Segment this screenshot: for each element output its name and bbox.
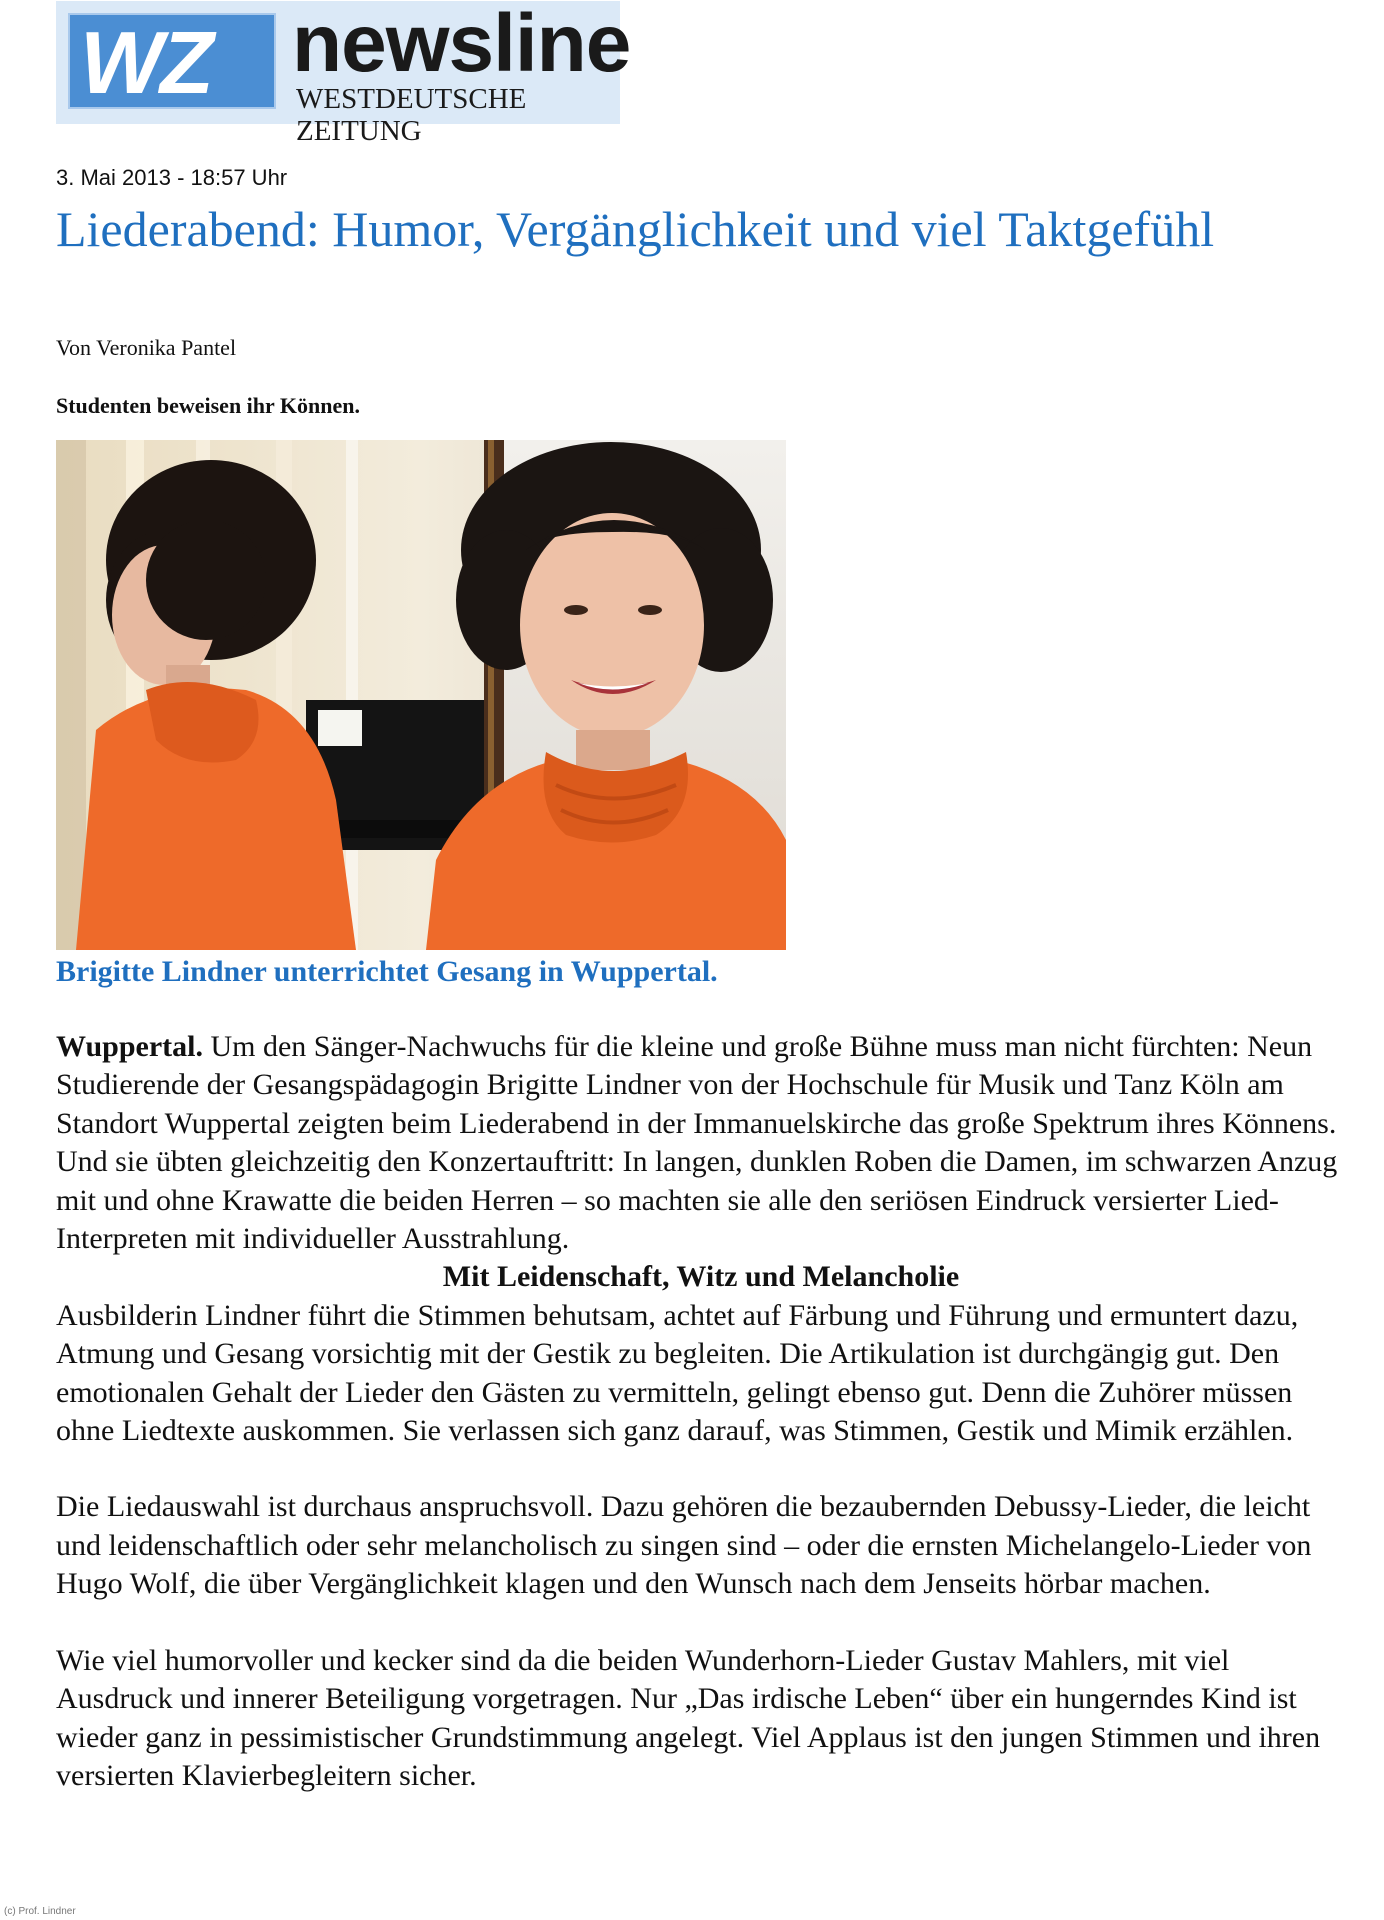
paragraph-1-text: Um den Sänger-Nachwuchs für die kleine und große Bühne muss man nicht fürchten: Neun Studierende der Gesangspädagogin Brigitte Lindner von der Hochschule für Musik und Tanz Köln am Standort Wuppertal zeigten beim Liederabend in der Immanuelskirche das große Spektrum ihres Könnens. Und sie übten gleichzeitig den Konzertauftritt: In langen, dunklen Roben die Damen, im schwarzen Anzug mit und ohne Krawatte die beiden Herren – so machten sie alle den seriösen Eindruck versierter Lied-Interpreten mit individueller Ausstrahlung. [56,1030,1338,1256]
article-headline: Liederabend: Humor, Vergänglichkeit und viel Taktgefühl [56,201,1215,257]
article-paragraph-1 [56,1028,1346,1258]
photo-illustration [56,440,786,950]
article-teaser: Studenten beweisen ihr Können. [56,393,360,418]
article-paragraph-2: Ausbilderin Lindner führt die Stimmen behutsam, achtet auf Färbung und Führung und ermuntert dazu, Atmung und Gesang vorsichtig mit der Gestik zu begleiten. Die Artikulation ist durchgängig gut. Den emotionalen Gehalt der Lieder den Gästen zu vermitteln, gelingt ebenso gut. Denn die Zuhörer müssen ohne Liedtexte auskommen. Sie verlassen sich ganz darauf, was Stimmen, Gestik und Mimik erzählen. [56,1298,1299,1448]
article-byline: Von Veronika Pantel [56,335,237,360]
article-photo [56,440,786,950]
brand-name: newsline [292,0,631,89]
article-body [56,1028,1346,1795]
article-dateline: 3. Mai 2013 - 18:57 Uhr [56,165,288,190]
masthead-logo [56,0,631,147]
article-paragraph-4: Wie viel humorvoller und kecker sind da die beiden Wunderhorn-Lieder Gustav Mahlers, mit viel Ausdruck und innerer Beteiligung vorgetragen. Nur „Das irdische Leben“ über ein hungerndes Kind ist wieder ganz in pessimistischer Grundstimmung angelegt. Viel Applaus ist den jungen Stimmen und ihren versierten Klavierbegleitern sicher. [56,1643,1321,1792]
wz-logo-letters: WZ [80,13,211,112]
article-paragraph-3: Die Liedauswahl ist durchaus anspruchsvoll. Dazu gehören die bezaubernden Debussy-Lieder, die leicht und leidenschaftlich oder sehr melancholisch zu singen sind – oder die ernsten Michelangelo-Lieder von Hugo Wolf, die über Vergänglichkeit klagen und den Wunsch nach dem Jenseits hörbar machen. [56,1490,1312,1601]
photo-credit: (c) Prof. Lindner [4,1906,76,1917]
article-subheading: Mit Leidenschaft, Witz und Melancholie [442,1260,960,1294]
lead-location: Wuppertal. [56,1030,203,1063]
brand-subtitle: WESTDEUTSCHE ZEITUNG [296,83,527,147]
wz-logo-box [68,13,276,112]
photo-caption: Brigitte Lindner unterrichtet Gesang in Wuppertal. [56,955,718,988]
